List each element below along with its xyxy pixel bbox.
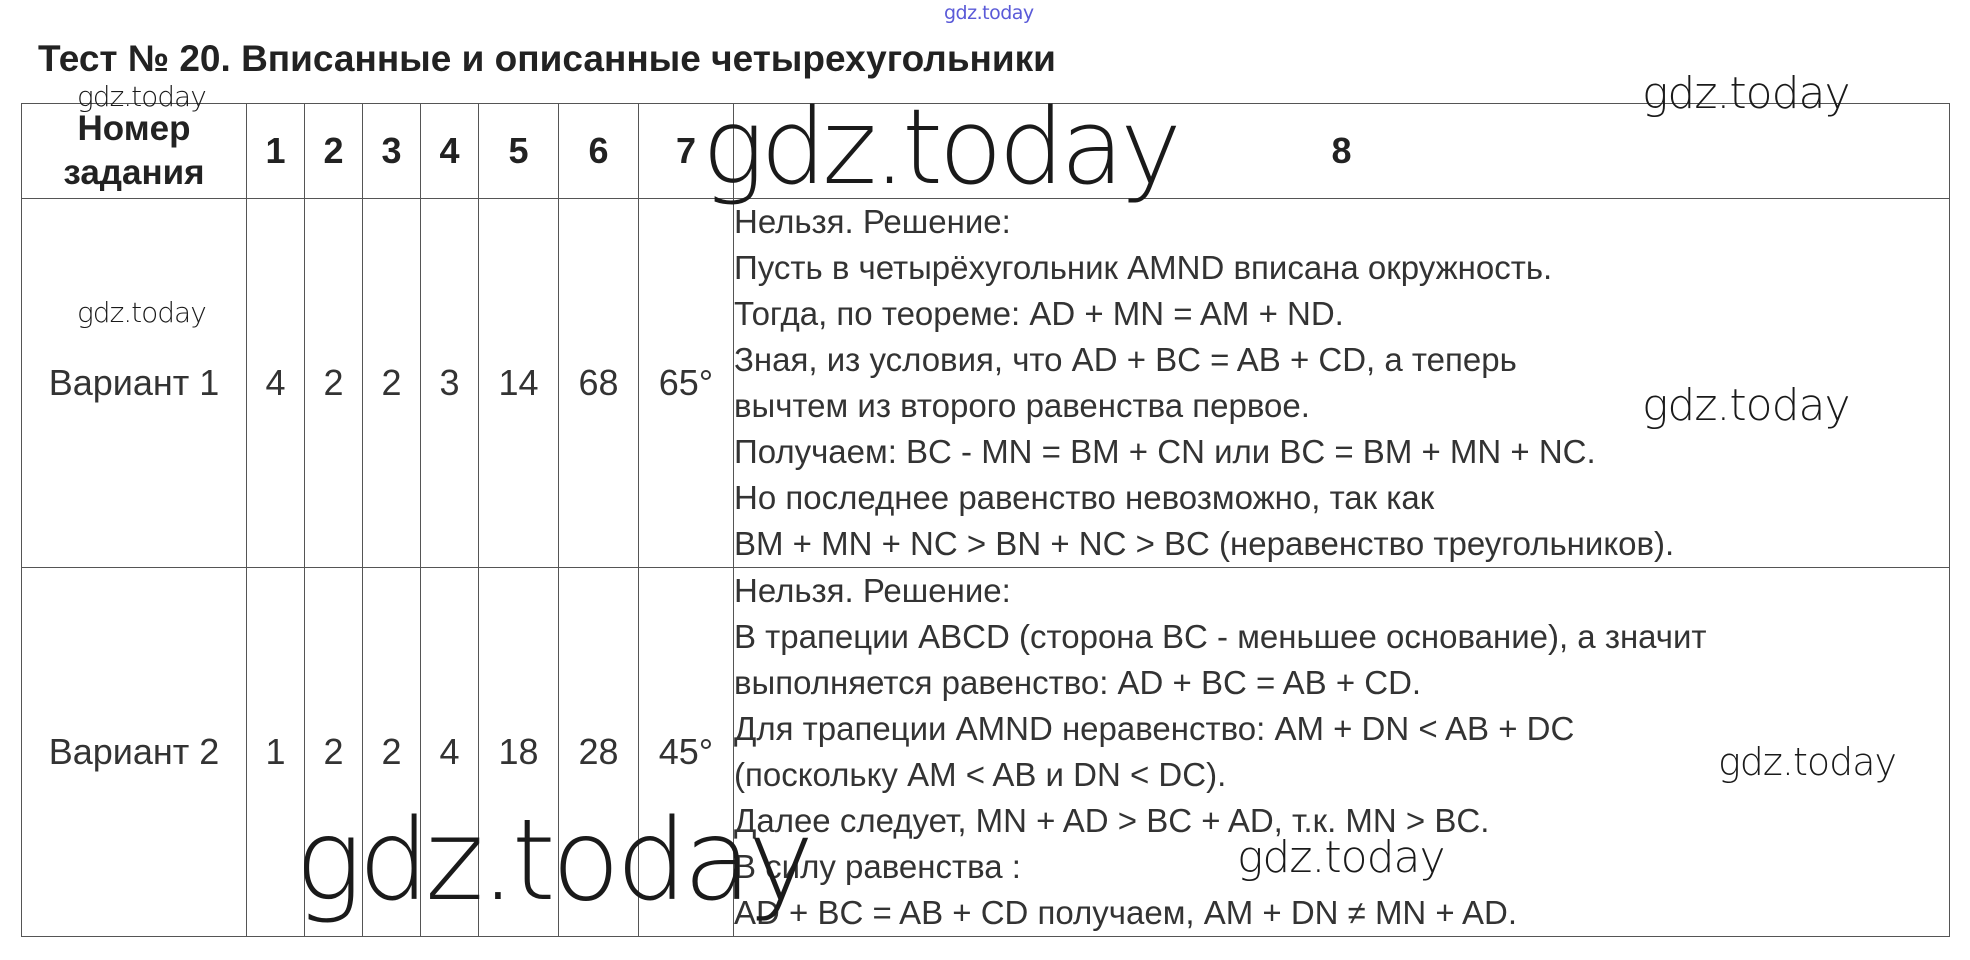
solution-line: выполняется равенство: AD + BC = AB + CD. (734, 664, 1422, 701)
answer-cell: 18 (479, 568, 559, 937)
header-col-5: 5 (479, 104, 559, 199)
solution-line: Далее следует, MN + AD > BC + AD, т.к. MN > BC. (734, 802, 1490, 839)
answer-cell: 45° (639, 568, 734, 937)
watermark: gdz.today (702, 86, 1178, 208)
solution-line: Тогда, по теореме: AD + MN = AM + ND. (734, 295, 1344, 332)
answer-cell: 65° (639, 199, 734, 568)
header-task-number (22, 104, 247, 199)
header-col-6: 6 (559, 104, 639, 199)
answers-table (21, 103, 1950, 937)
solution-line: В трапеции ABCD (сторона BC - меньшее основание), а значит (734, 618, 1707, 655)
solution-line: Но последнее равенство невозможно, так как (734, 479, 1435, 516)
watermark: gdz.today (77, 296, 206, 329)
solution-line: Нельзя. Решение: (734, 572, 1011, 609)
header-col-7: 7 (639, 104, 734, 199)
solution-line: Нельзя. Решение: (734, 203, 1011, 240)
solution-line: В силу равенства : (734, 848, 1021, 885)
watermark: gdz.today (1642, 68, 1850, 119)
header-col-3: 3 (363, 104, 421, 199)
table-row (22, 568, 1950, 937)
answer-cell: 4 (247, 199, 305, 568)
solution-line: вычтем из второго равенства первое. (734, 387, 1310, 424)
answer-cell: 1 (247, 568, 305, 937)
watermark: gdz.today (1642, 380, 1850, 431)
watermark: gdz.today (1237, 832, 1445, 883)
solution-line: Пусть в четырёхугольник AMND вписана окружность. (734, 249, 1553, 286)
table-header-row (22, 104, 1950, 199)
answer-cell: 2 (305, 199, 363, 568)
watermark: gdz.today (77, 80, 206, 113)
header-col-4: 4 (421, 104, 479, 199)
header-watermark-text: gdz.today (944, 2, 1034, 24)
solution-line: Получаем: BC - MN = BM + CN или BC = BM + MN + NC. (734, 433, 1596, 470)
solution-line: (поскольку AM < AB и DN < DC). (734, 756, 1227, 793)
solution-line: AD + BC = AB + CD получаем, AM + DN ≠ MN + AD. (734, 894, 1518, 931)
header-task-number-label: Номер задания (63, 109, 205, 192)
answer-cell: 2 (363, 568, 421, 937)
answer-cell: 3 (421, 199, 479, 568)
answer-cell: 2 (305, 568, 363, 937)
header-col-1: 1 (247, 104, 305, 199)
solution-cell-variant-2 (734, 568, 1950, 937)
solution-cell-variant-1 (734, 199, 1950, 568)
header-col-2: 2 (305, 104, 363, 199)
page-title: Тест № 20. Вписанные и описанные четырехугольники (38, 38, 1056, 79)
header-col-8: 8 (734, 104, 1950, 199)
solution-line: BM + MN + NC > BN + NC > BC (неравенство треугольников). (734, 525, 1675, 562)
answer-cell: 68 (559, 199, 639, 568)
table-row (22, 199, 1950, 568)
watermark: gdz.today (1718, 740, 1896, 784)
answer-cell: 4 (421, 568, 479, 937)
watermark: gdz.today (295, 796, 811, 926)
answer-cell: 14 (479, 199, 559, 568)
row-label-variant-2: Вариант 2 (22, 568, 247, 937)
answer-cell: 2 (363, 199, 421, 568)
solution-line: Зная, из условия, что AD + BC = AB + CD, а теперь (734, 341, 1517, 378)
solution-line: Для трапеции AMND неравенство: AM + DN < AB + DC (734, 710, 1575, 747)
answer-cell: 28 (559, 568, 639, 937)
row-label-variant-1: Вариант 1 (22, 199, 247, 568)
